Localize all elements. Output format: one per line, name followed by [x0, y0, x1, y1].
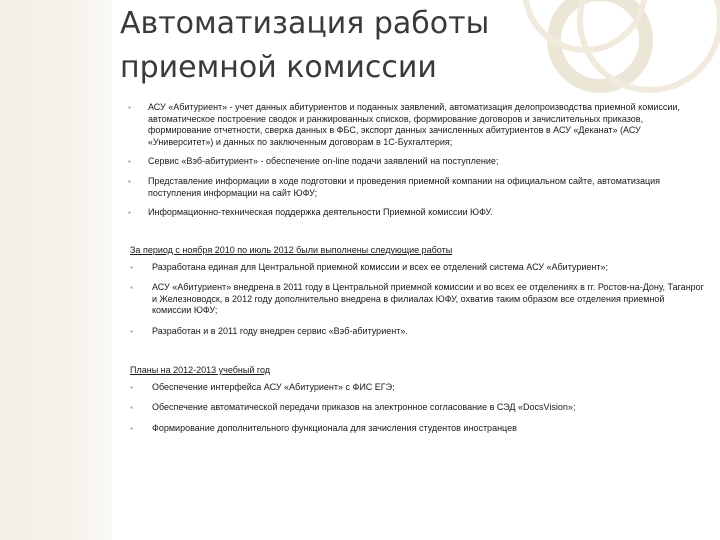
list-item-text: Обеспечение интерфейса АСУ «Абитуриент» с ФИС ЕГЭ;: [152, 382, 395, 392]
page-title: Автоматизация работы приемной комиссии: [120, 6, 490, 85]
bullet-icon: ▪: [130, 326, 133, 336]
bullet-icon: ▪: [130, 403, 133, 413]
main-bullet-list: [128, 102, 703, 227]
bullet-icon: ▪: [128, 157, 131, 167]
bullet-icon: ▪: [130, 283, 133, 293]
completed-work-list: [130, 262, 705, 337]
bullet-icon: ▪: [128, 208, 131, 218]
bullet-icon: ▪: [128, 176, 131, 186]
plans-section: [130, 364, 705, 443]
section-heading: За период с ноября 2010 по июль 2012 были выполнены следующие работы: [130, 245, 453, 255]
bullet-icon: ▪: [130, 263, 133, 272]
list-item: [130, 326, 705, 337]
section-heading: Планы на 2012-2013 учебный год: [130, 365, 271, 375]
plans-list: [130, 382, 705, 434]
list-item-text: АСУ «Абитуриент» - учет данных абитуриентов и поданных заявлений, автоматизация делопроизводства приемной комиссии, автоматическое построение сводок и ранжированных списков, формирование договоров и зачислительных приказов, формирование отчетности, сверка данных в ФБС, экспорт данных зачисленных абитуриентов в АСУ «Деканат» (АСУ «Университет») и данных по заключенным договорам в 1С-Бухгалтерия;: [148, 102, 680, 147]
list-item: [130, 382, 705, 393]
list-item-text: Информационно-техническая поддержка деятельности Приемной комиссии ЮФУ.: [148, 207, 493, 218]
list-item: [128, 207, 703, 219]
completed-work-section: [130, 244, 705, 346]
bullet-icon: ▪: [128, 103, 131, 112]
bullet-icon: ▪: [130, 423, 133, 433]
list-item-text: Представление информации в ходе подготовки и проведения приемной компании на официальном сайте, автоматизация поступления информации на сайт ЮФУ;: [148, 175, 661, 198]
list-item-text: Разработан и в 2011 году внедрен сервис «Вэб-абитуриент».: [152, 325, 408, 336]
list-item-text: Формирование дополнительного функционала для зачисления студентов иностранцев: [152, 422, 517, 433]
list-item-text: АСУ «Абитуриент» внедрена в 2011 году в Центральной приемной комиссии и во всех ее отделениях в гг. Ростов-на-Дону, Таганрог и Железноводск, в 2012 году дополнительно внедрена в филиалах ЮФУ, охватив таким образом все отделения приемной комиссии ЮФУ;: [152, 282, 704, 316]
list-item-text: Сервис «Вэб-абитуриент» - обеспечение on-line подачи заявлений на поступление;: [148, 156, 499, 167]
list-item: [128, 176, 703, 199]
list-item-text: Разработана единая для Центральной приемной комиссии и всех ее отделений система АСУ «Абитуриент»;: [152, 262, 608, 272]
list-item: [128, 156, 703, 168]
list-item-text: Обеспечение автоматической передачи приказов на электронное согласование в СЭД «DocsVision»;: [152, 402, 576, 413]
left-decor-band: [0, 0, 112, 540]
list-item: [130, 262, 705, 273]
bullet-icon: ▪: [130, 383, 133, 392]
list-item: [130, 402, 705, 413]
list-item: [130, 282, 705, 316]
list-item: [128, 102, 703, 148]
list-item: [130, 423, 705, 434]
